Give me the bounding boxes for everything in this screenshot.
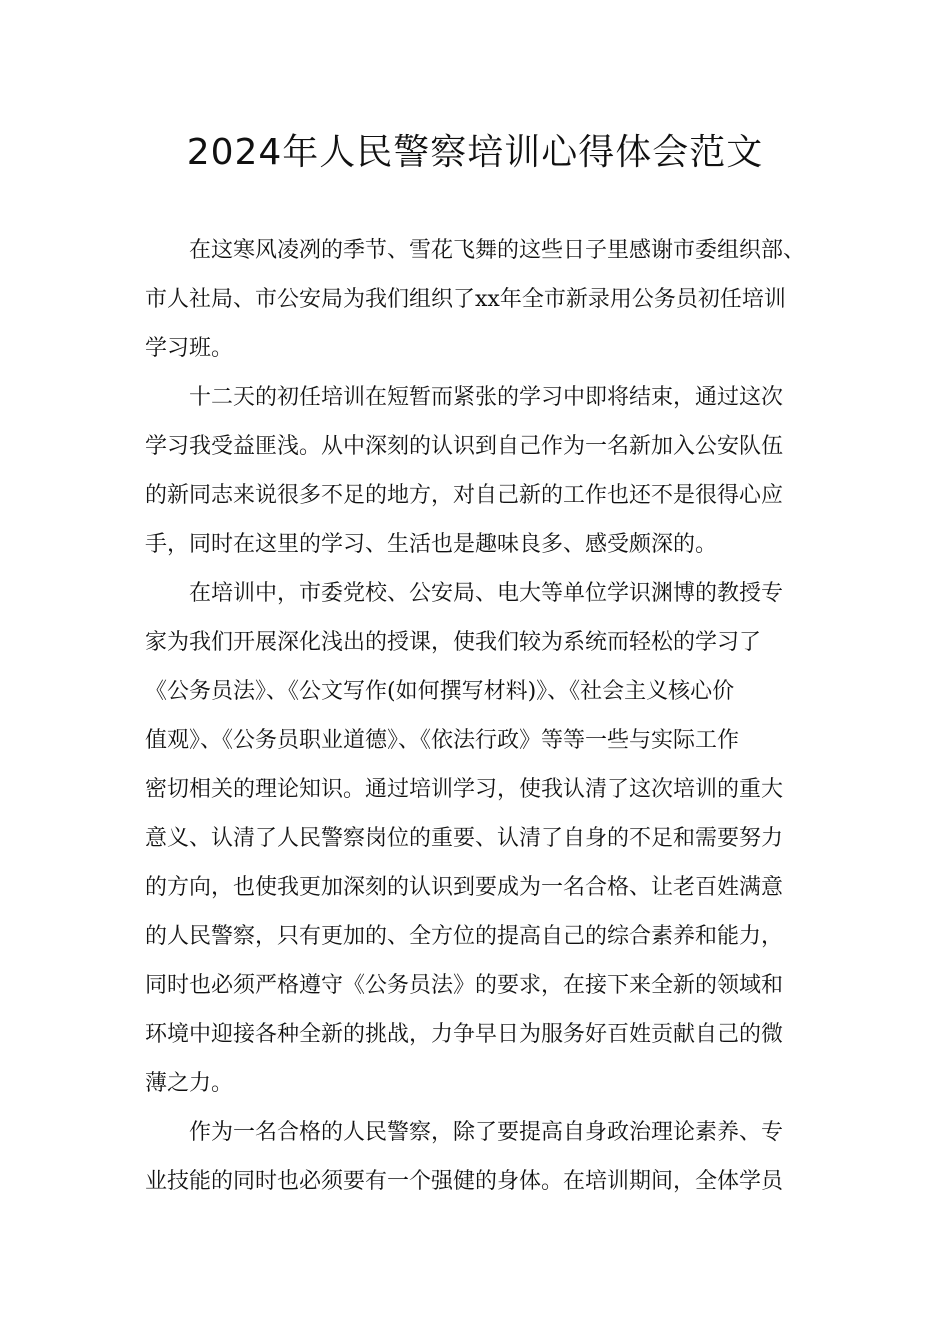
text-line: 同时也必须严格遵守《公务员法》的要求，在接下来全新的领域和 [145,973,784,998]
text-line: 环境中迎接各种全新的挑战，力争早日为服务好百姓贡献自己的微 [145,1022,784,1047]
document-title: 2024年人民警察培训心得体会范文 [186,132,764,173]
text-line: 密切相关的理论知识。通过培训学习，使我认清了这次培训的重大 [145,777,784,802]
text-line: 在培训中，市委党校、公安局、电大等单位学识渊博的教授专 [189,581,784,606]
text-line: 的方向，也使我更加深刻的认识到要成为一名合格、让老百姓满意 [145,875,784,900]
text-line: 业技能的同时也必须要有一个强健的身体。在培训期间，全体学员 [145,1169,784,1194]
text-line: 家为我们开展深化浅出的授课，使我们较为系统而轻松的学习了 [145,630,762,655]
text-line: 的人民警察，只有更加的、全方位的提高自己的综合素养和能力， [145,924,784,949]
document-body [145,226,815,1206]
text-line: 学习班。 [145,336,234,361]
text-line: 作为一名合格的人民警察，除了要提高自身政治理论素养、专 [189,1120,784,1145]
text-line: 手，同时在这里的学习、生活也是趣味良多、感受颇深的。 [145,532,718,557]
text-line: 在这寒风凌冽的季节、雪花飞舞的这些日子里感谢市委组织部、 [189,238,806,263]
text-line: 《公务员法》、《公文写作(如何撰写材料)》、《社会主义核心价 [145,679,735,704]
text-line: 值观》、《公务员职业道德》、《依法行政》等等一些与实际工作 [145,728,740,753]
text-line: 意义、认清了人民警察岗位的重要、认清了自身的不足和需要努力 [145,826,784,851]
text-line: 薄之力。 [145,1071,234,1096]
text-line: 的新同志来说很多不足的地方，对自己新的工作也还不是很得心应 [145,483,784,508]
text-line: 市人社局、市公安局为我们组织了xx年全市新录用公务员初任培训 [145,287,786,312]
text-line: 学习我受益匪浅。从中深刻的认识到自己作为一名新加入公安队伍 [145,434,784,459]
text-line: 十二天的初任培训在短暂而紧张的学习中即将结束，通过这次 [189,385,784,410]
